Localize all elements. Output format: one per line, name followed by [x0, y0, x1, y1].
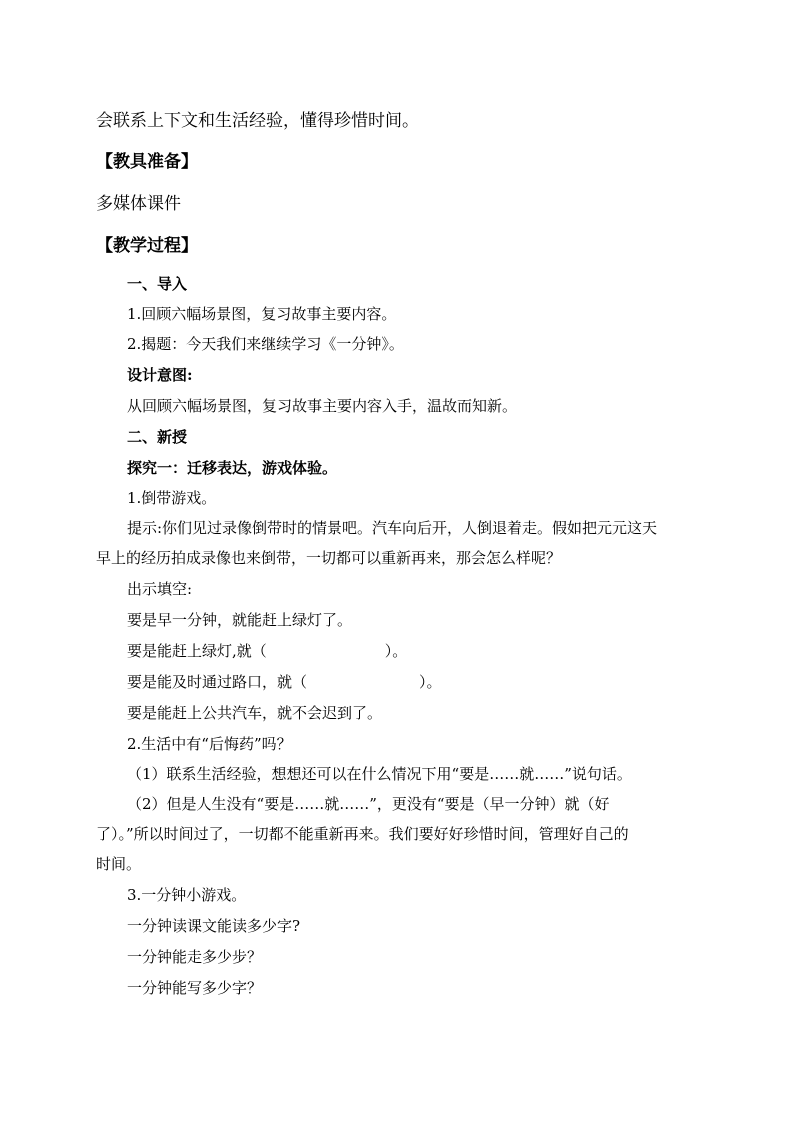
minute-game-title: 3.一分钟小游戏。 — [127, 886, 247, 904]
explore-one-heading: 探究一：迁移表达，游戏体验。 — [127, 459, 338, 477]
minute-game-question-1: 一分钟读课文能读多少字? — [127, 917, 301, 935]
design-intent-label: 设计意图: — [127, 366, 193, 384]
hint-line-2: 早上的经历拍成录像也来倒带，一切都可以重新再来，那会怎么样呢？ — [96, 549, 562, 567]
hint-line-1: 提示:你们见过录像倒带时的情景吧。汽车向后开，人倒退着走。假如把元元这天 — [127, 519, 658, 537]
section-heading-tools: 【教具准备】 — [96, 152, 198, 172]
design-intent-text: 从回顾六幅场景图，复习故事主要内容入手，温故而知新。 — [127, 397, 518, 415]
fill-sentence-2-start: 要是能赶上绿灯,就（ — [127, 642, 267, 660]
fill-sentence-3 — [127, 671, 442, 692]
fill-sentence-4: 要是能赶上公共汽车，就不会迟到了。 — [127, 704, 383, 722]
intro-line: 会联系上下文和生活经验，懂得珍惜时间。 — [96, 111, 419, 131]
fill-sentence-3-start: 要是能及时通过路口，就（ — [127, 673, 308, 691]
fill-sentence-3-end: ）。 — [419, 673, 442, 691]
part1-heading: 一、导入 — [127, 275, 188, 293]
part1-item-1: 1.回顾六幅场景图，复习故事主要内容。 — [127, 305, 397, 323]
fill-in-label: 出示填空: — [127, 580, 193, 598]
tools-content: 多媒体课件 — [96, 194, 181, 214]
fill-sentence-2-end: ）。 — [384, 642, 408, 660]
regret-question-title: 2.生活中有“后悔药”吗？ — [127, 735, 292, 753]
minute-game-question-2: 一分钟能走多少步？ — [127, 948, 263, 966]
fill-sentence-2 — [127, 640, 407, 661]
section-heading-process: 【教学过程】 — [96, 236, 198, 256]
part1-item-2: 2.揭题：今天我们来继续学习《一分钟》。 — [127, 335, 404, 353]
regret-sub-2-line-1: （2）但是人生没有“要是……就……”，更没有“要是（早一分钟）就（好 — [127, 795, 610, 813]
part2-heading: 二、新授 — [127, 428, 188, 446]
fill-sentence-1: 要是早一分钟，就能赶上绿灯了。 — [127, 611, 353, 629]
regret-sub-2-line-2: 了）。”所以时间过了，一切都不能重新再来。我们要好好珍惜时间，管理好自己的 — [96, 825, 629, 843]
minute-game-question-3: 一分钟能写多少字？ — [127, 979, 263, 997]
game-rewind-title: 1.倒带游戏。 — [127, 489, 217, 507]
regret-sub-1: （1）联系生活经验，想想还可以在什么情况下用“要是……就……”说句话。 — [127, 765, 632, 783]
regret-sub-2-line-3: 时间。 — [96, 855, 142, 873]
